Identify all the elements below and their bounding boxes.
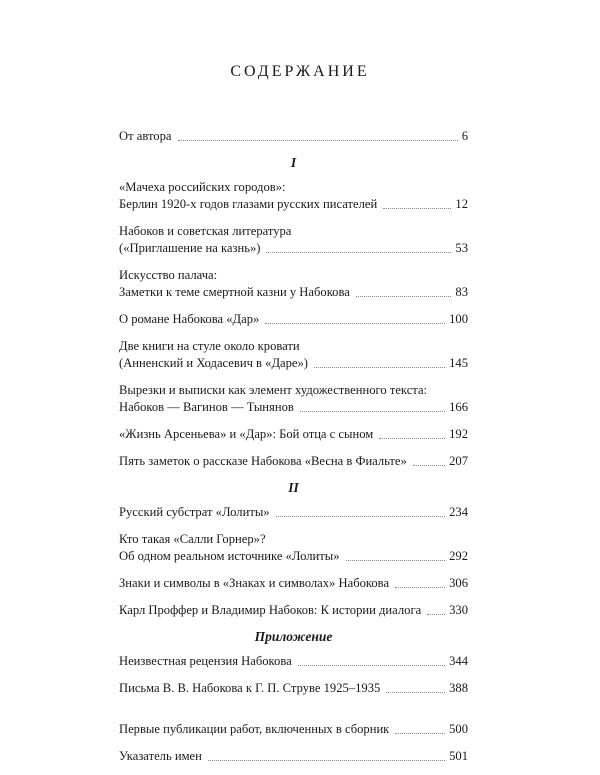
dot-leader	[276, 515, 446, 517]
dot-leader	[300, 410, 445, 412]
dot-leader	[314, 366, 445, 368]
toc-entry	[119, 179, 468, 213]
toc-entry	[119, 680, 468, 697]
section-heading: Приложение	[254, 629, 333, 644]
dot-leader	[413, 464, 445, 466]
dot-leader	[395, 732, 445, 734]
toc-entry-line: «Мачеха российских городов»:	[119, 180, 286, 194]
page-number: 192	[449, 427, 468, 441]
page-number: 234	[449, 505, 468, 519]
page-number: 292	[449, 549, 468, 563]
toc-entry-line: («Приглашение на казнь»)	[119, 241, 261, 255]
toc-entry-line: Берлин 1920-х годов глазами русских писателей	[119, 197, 378, 211]
toc-entry	[119, 223, 468, 257]
toc-entry-line: Набоков и советская литература	[119, 224, 292, 238]
toc-entry	[119, 602, 468, 619]
page-number: 500	[449, 722, 468, 736]
dot-leader	[266, 251, 451, 253]
page-number: 83	[455, 285, 468, 299]
toc-entry-line: О романе Набокова «Дар»	[119, 312, 260, 326]
spacer	[119, 707, 468, 721]
page-number: 12	[455, 197, 468, 211]
dot-leader	[383, 207, 451, 209]
toc-entry	[119, 311, 468, 328]
dot-leader	[346, 559, 446, 561]
dot-leader	[386, 691, 445, 693]
page-number: 388	[449, 681, 468, 695]
section-heading: II	[288, 480, 299, 495]
toc-entry	[119, 338, 468, 372]
section-heading: I	[290, 155, 297, 170]
toc-entry	[119, 653, 468, 670]
toc-entry-line: Письма В. В. Набокова к Г. П. Струве 1925–1935	[119, 681, 381, 695]
toc-entry-line: Неизвестная рецензия Набокова	[119, 654, 292, 668]
toc-entry-line: Набоков — Вагинов — Тынянов	[119, 400, 294, 414]
toc-entry-line: Искусство палача:	[119, 268, 218, 282]
page-number: 145	[449, 356, 468, 370]
toc-entry	[119, 426, 468, 443]
dot-leader	[356, 295, 452, 297]
toc-entry	[119, 382, 468, 416]
toc-entry-line: Карл Проффер и Владимир Набоков: К истории диалога	[119, 603, 422, 617]
table-of-contents	[119, 128, 468, 775]
toc-entry-line: Две книги на стуле около кровати	[119, 339, 300, 353]
toc-entry	[119, 504, 468, 521]
toc-entry	[119, 721, 468, 738]
page-number: 344	[449, 654, 468, 668]
toc-entry	[119, 267, 468, 301]
toc-entry-line: Об одном реальном источнике «Лолиты»	[119, 549, 340, 563]
dot-leader	[395, 586, 445, 588]
toc-entry-line: Кто такая «Салли Горнер»?	[119, 532, 266, 546]
dot-leader	[208, 759, 445, 761]
page-number: 166	[449, 400, 468, 414]
dot-leader	[427, 613, 445, 615]
toc-entry-line: Указатель имен	[119, 749, 202, 763]
page-number: 6	[461, 129, 468, 143]
toc-entry	[119, 128, 468, 145]
toc-entry-line: Пять заметок о рассказе Набокова «Весна в Фиальте»	[119, 454, 407, 468]
toc-entry	[119, 575, 468, 592]
page-number: 306	[449, 576, 468, 590]
page-number: 207	[449, 454, 468, 468]
toc-entry-line: (Анненский и Ходасевич в «Даре»)	[119, 356, 309, 370]
toc-entry-line: Заметки к теме смертной казни у Набокова	[119, 285, 350, 299]
page-title: СОДЕРЖАНИЕ	[230, 63, 370, 80]
dot-leader	[265, 322, 445, 324]
toc-entry	[119, 531, 468, 565]
toc-entry-line: Русский субстрат «Лолиты»	[119, 505, 270, 519]
dot-leader	[379, 437, 445, 439]
page-number: 100	[449, 312, 468, 326]
toc-entry-line: От автора	[119, 129, 172, 143]
page-number: 330	[449, 603, 468, 617]
toc-entry-line: Вырезки и выписки как элемент художественного текста:	[119, 383, 428, 397]
dot-leader	[298, 664, 445, 666]
toc-entry	[119, 748, 468, 765]
toc-entry-line: Первые публикации работ, включенных в сборник	[119, 722, 390, 736]
page-number: 53	[455, 241, 468, 255]
toc-entry-line: «Жизнь Арсеньева» и «Дар»: Бой отца с сыном	[119, 427, 374, 441]
dot-leader	[178, 139, 458, 141]
page-number: 501	[449, 749, 468, 763]
toc-entry-line: Знаки и символы в «Знаках и символах» Набокова	[119, 576, 390, 590]
toc-entry	[119, 453, 468, 470]
